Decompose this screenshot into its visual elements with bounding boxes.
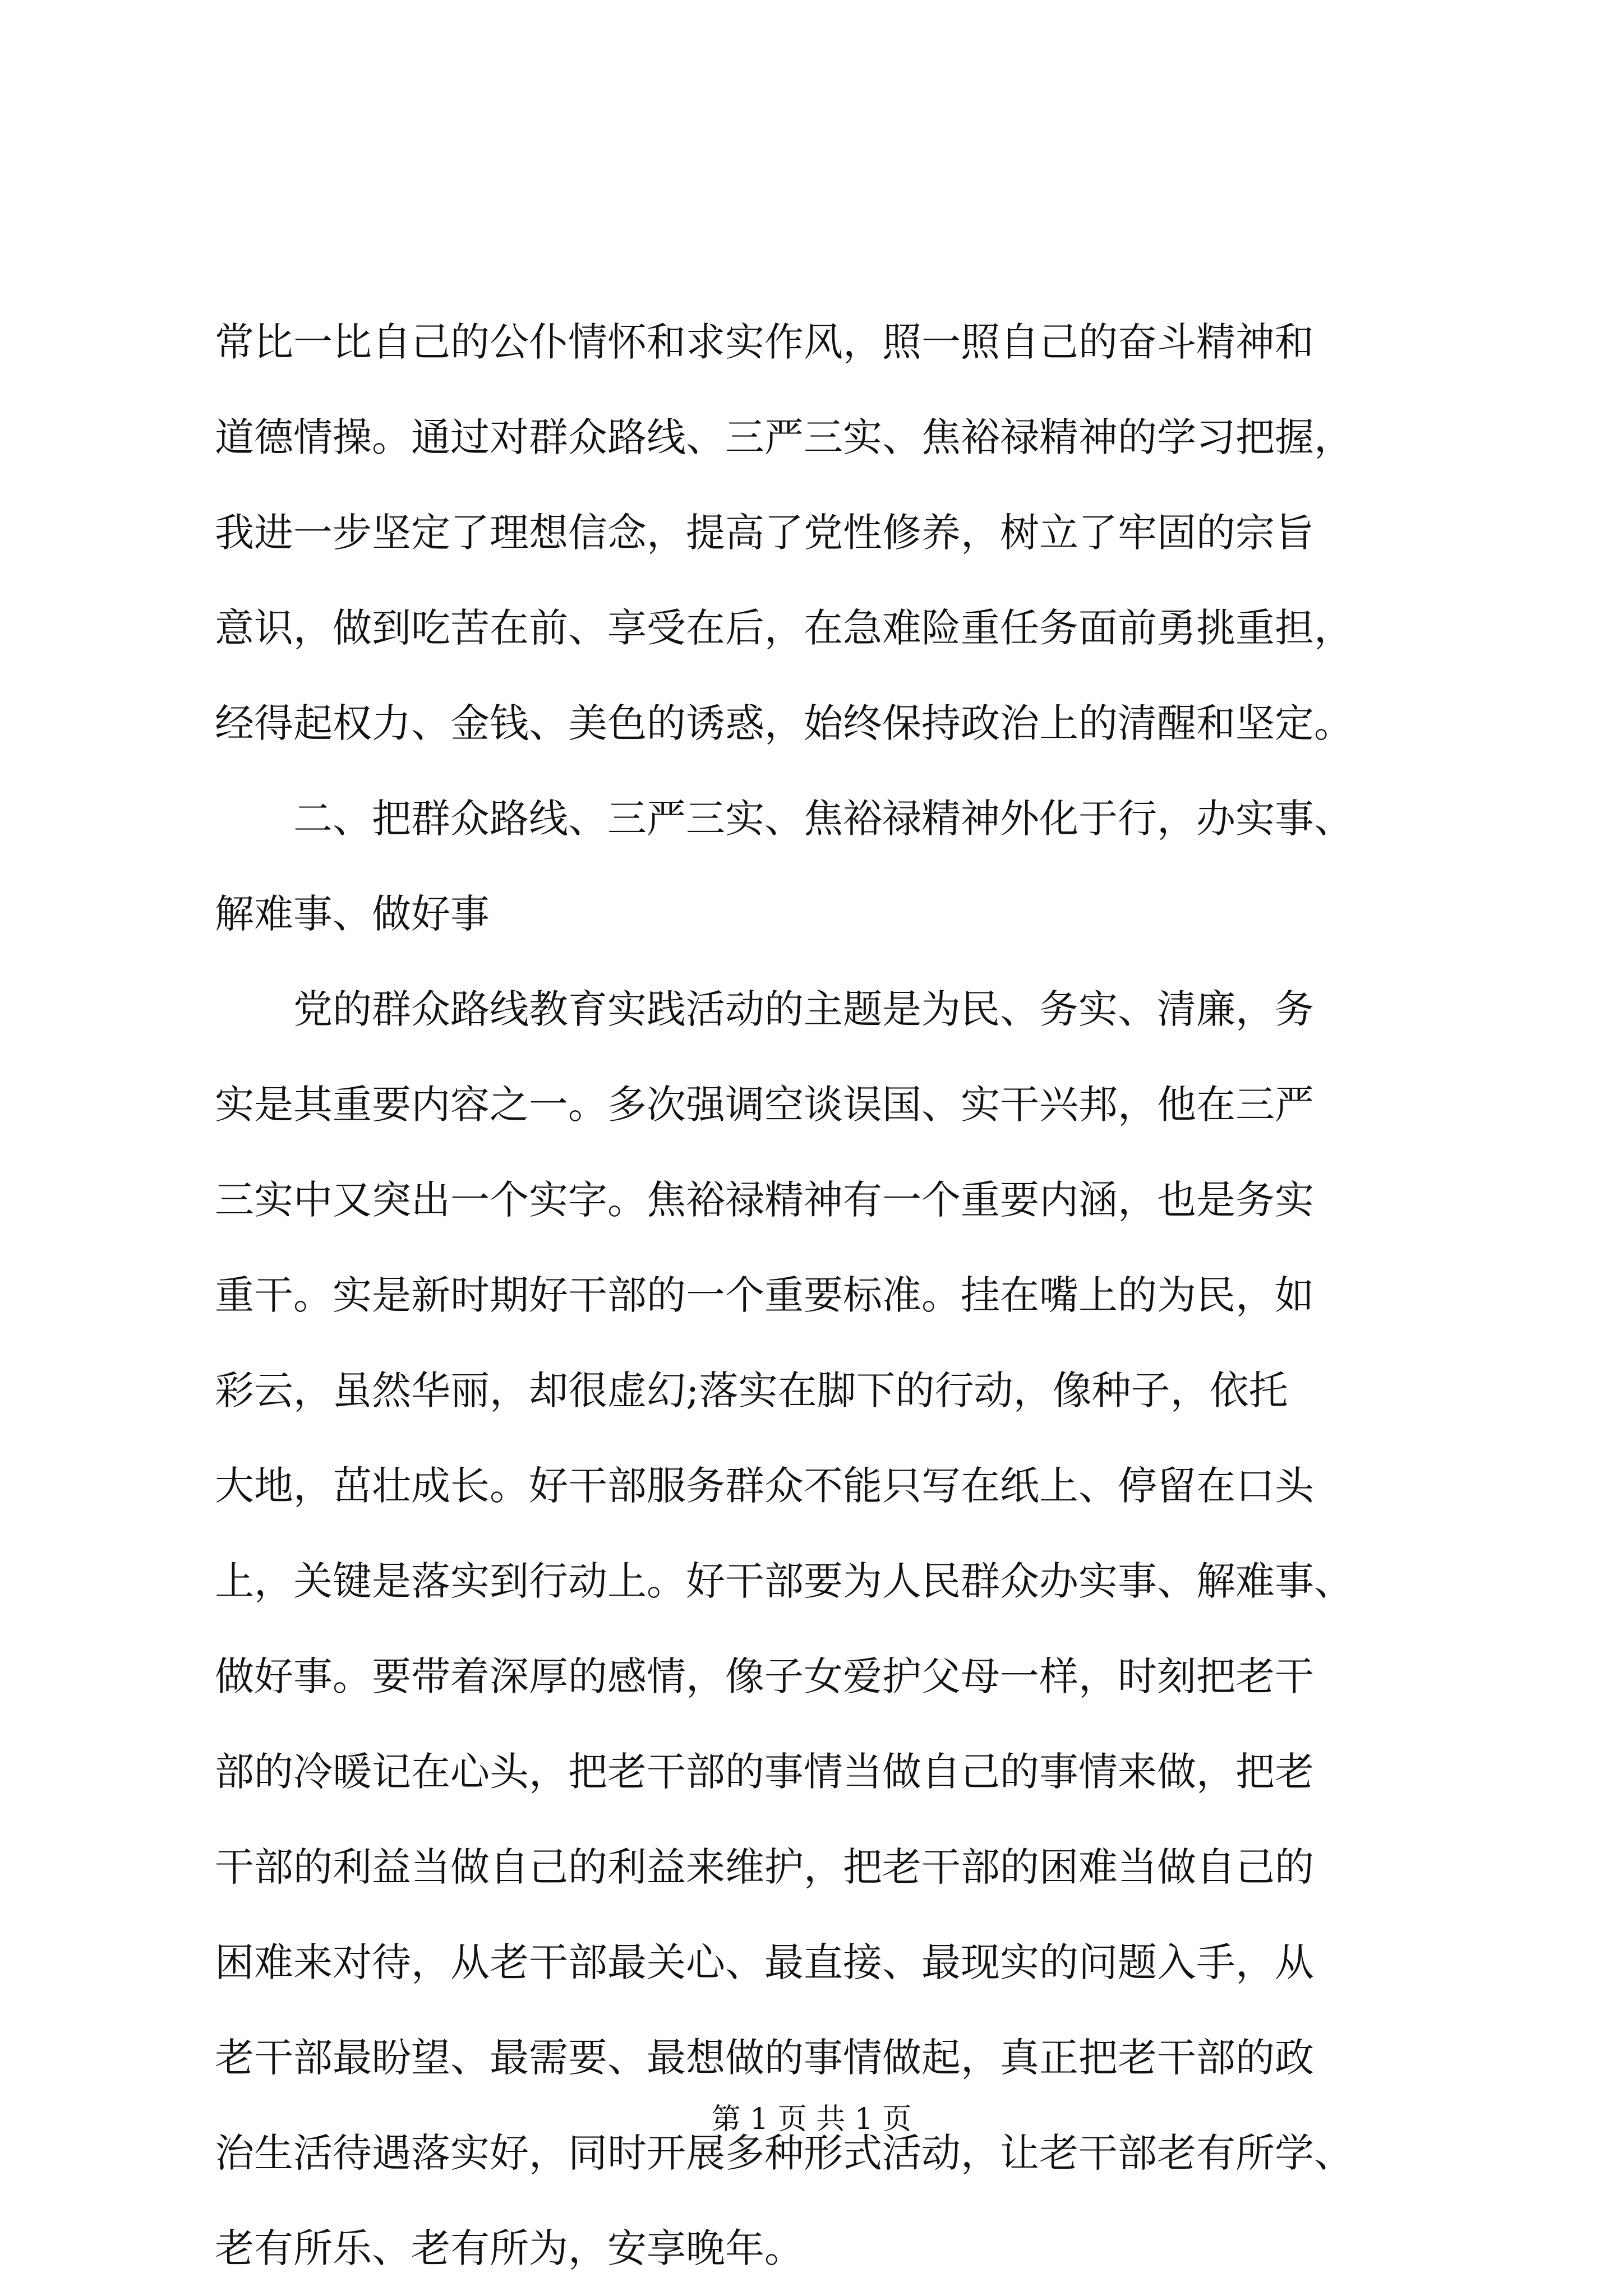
text-line: 上，关键是落实到行动上。好干部要为人民群众办实事、解难事、 <box>215 1558 1353 1604</box>
text-line: 重干。实是新时期好干部的一个重要标准。挂在嘴上的为民，如 <box>215 1272 1314 1318</box>
heading-line: 二、把群众路线、三严三实、焦裕禄精神外化于行，办实事、 <box>293 796 1353 842</box>
text-line: 老有所乐、老有所为，安享晚年。 <box>215 2225 804 2271</box>
heading-line: 解难事、做好事 <box>215 891 490 937</box>
text-line: 干部的利益当做自己的利益来维护，把老干部的困难当做自己的 <box>215 1844 1314 1890</box>
body-text <box>215 294 1413 2296</box>
text-line: 部的冷暖记在心头，把老干部的事情当做自己的事情来做，把老 <box>215 1749 1314 1795</box>
paragraph-1 <box>215 294 1413 771</box>
text-line: 我进一步坚定了理想信念，提高了党性修养，树立了牢固的宗旨 <box>215 510 1314 556</box>
text-line: 经得起权力、金钱、美色的诱惑，始终保持政治上的清醒和坚定。 <box>215 700 1353 746</box>
text-line: 困难来对待，从老干部最关心、最直接、最现实的问题入手，从 <box>215 1939 1314 1985</box>
text-line: 党的群众路线教育实践活动的主题是为民、务实、清廉，务 <box>293 986 1314 1032</box>
text-line: 道德情操。通过对群众路线、三严三实、焦裕禄精神的学习把握， <box>215 414 1353 460</box>
paragraph-2 <box>215 962 1413 2296</box>
text-line: 做好事。要带着深厚的感情，像子女爱护父母一样，时刻把老干 <box>215 1653 1314 1699</box>
section-heading-2 <box>215 771 1413 962</box>
page-number-footer: 第 1 页 共 1 页 <box>711 2103 912 2136</box>
text-line: 大地，茁壮成长。好干部服务群众不能只写在纸上、停留在口头 <box>215 1463 1314 1509</box>
text-line: 老干部最盼望、最需要、最想做的事情做起，真正把老干部的政 <box>215 2035 1314 2081</box>
text-line: 治生活待遇落实好，同时开展多种形式活动，让老干部老有所学、 <box>215 2130 1353 2176</box>
text-line: 三实中又突出一个实字。焦裕禄精神有一个重要内涵，也是务实 <box>215 1177 1314 1223</box>
text-line: 常比一比自己的公仆情怀和求实作风，照一照自己的奋斗精神和 <box>215 319 1314 365</box>
text-line: 彩云，虽然华丽，却很虚幻;落实在脚下的行动，像种子，依托 <box>215 1368 1288 1413</box>
text-line: 实是其重要内容之一。多次强调空谈误国、实干兴邦，他在三严 <box>215 1082 1314 1128</box>
text-line: 意识，做到吃苦在前、享受在后，在急难险重任务面前勇挑重担， <box>215 605 1353 651</box>
